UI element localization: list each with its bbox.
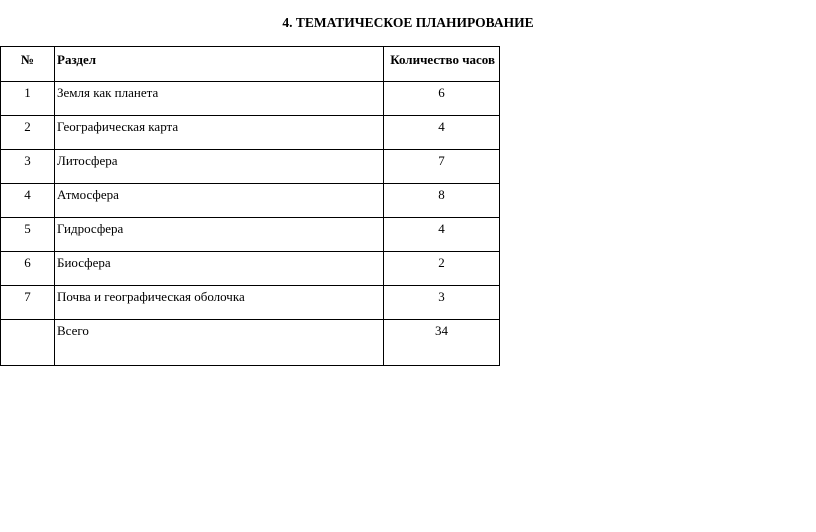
row-hours: 6 bbox=[384, 82, 500, 116]
planning-table bbox=[0, 46, 500, 366]
page-title bbox=[0, 15, 816, 31]
row-number: 1 bbox=[1, 82, 55, 116]
row-number: 5 bbox=[1, 218, 55, 252]
row-section: Земля как планета bbox=[55, 82, 384, 116]
row-hours: 3 bbox=[384, 286, 500, 320]
row-number: 4 bbox=[1, 184, 55, 218]
table-total-row bbox=[1, 320, 500, 366]
row-hours: 2 bbox=[384, 252, 500, 286]
row-section: Атмосфера bbox=[55, 184, 384, 218]
row-section: Биосфера bbox=[55, 252, 384, 286]
row-section: Почва и географическая оболочка bbox=[55, 286, 384, 320]
row-hours: 4 bbox=[384, 218, 500, 252]
row-number: 6 bbox=[1, 252, 55, 286]
row-hours: 8 bbox=[384, 184, 500, 218]
table-row bbox=[1, 150, 500, 184]
row-number: 2 bbox=[1, 116, 55, 150]
row-number: 7 bbox=[1, 286, 55, 320]
row-section: Гидросфера bbox=[55, 218, 384, 252]
total-label: Всего bbox=[55, 320, 384, 366]
table-header-row bbox=[1, 47, 500, 82]
table-row bbox=[1, 252, 500, 286]
total-hours: 34 bbox=[384, 320, 500, 366]
table-row bbox=[1, 286, 500, 320]
row-hours: 7 bbox=[384, 150, 500, 184]
row-section: Географическая карта bbox=[55, 116, 384, 150]
row-hours: 4 bbox=[384, 116, 500, 150]
header-section: Раздел bbox=[55, 47, 384, 82]
header-number: № bbox=[1, 47, 55, 82]
row-section: Литосфера bbox=[55, 150, 384, 184]
table-row bbox=[1, 82, 500, 116]
row-number: 3 bbox=[1, 150, 55, 184]
page-title-text: 4. ТЕМАТИЧЕСКОЕ ПЛАНИРОВАНИЕ bbox=[282, 15, 534, 30]
table-row bbox=[1, 184, 500, 218]
total-number-empty bbox=[1, 320, 55, 366]
table-row bbox=[1, 116, 500, 150]
header-hours: Количество часов bbox=[384, 47, 500, 82]
table-row bbox=[1, 218, 500, 252]
